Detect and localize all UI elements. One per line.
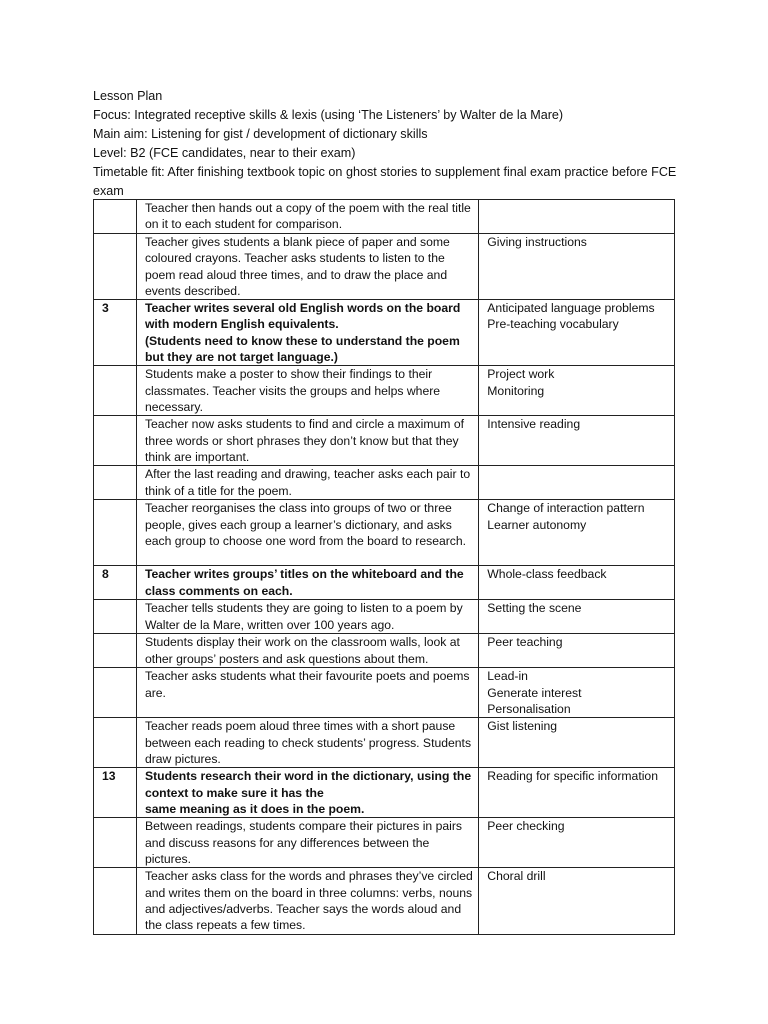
stage-note: Intensive reading <box>479 416 675 466</box>
table-row <box>94 200 675 234</box>
focus-line: Focus: Integrated receptive skills & lexis (using ‘The Listeners’ by Walter de la Mare) <box>93 108 564 122</box>
stage-note <box>479 466 675 500</box>
step-description: Students research their word in the dictionary, using the context to make sure it has the same meaning as it does in the poem. <box>136 768 478 818</box>
level-line: Level: B2 (FCE candidates, near to their exam) <box>93 146 356 160</box>
table-row <box>94 868 675 934</box>
stage-note: Anticipated language problems Pre-teaching vocabulary <box>479 300 675 366</box>
stage-note: Setting the scene <box>479 600 675 634</box>
step-description: Between readings, students compare their pictures in pairs and discuss reasons for any differences between the pictures. <box>136 818 478 868</box>
step-description: After the last reading and drawing, teacher asks each pair to think of a title for the poem. <box>136 466 478 500</box>
lesson-steps-table <box>93 199 675 935</box>
stage-note: Peer teaching <box>479 634 675 668</box>
table-row <box>94 300 675 366</box>
step-description: Teacher then hands out a copy of the poem with the real title on it to each student for comparison. <box>136 200 478 234</box>
step-number: 3 <box>94 300 137 366</box>
lesson-plan-header <box>93 87 693 201</box>
timetable-fit-line: Timetable fit: After finishing textbook topic on ghost stories to supplement final exam practice before FCE exam <box>93 165 677 198</box>
step-description: Teacher writes groups’ titles on the whiteboard and the class comments on each. <box>136 566 478 600</box>
main-aim-line: Main aim: Listening for gist / development of dictionary skills <box>93 127 428 141</box>
step-description: Teacher tells students they are going to listen to a poem by Walter de la Mare, written over 100 years ago. <box>136 600 478 634</box>
stage-note: Whole-class feedback <box>479 566 675 600</box>
step-description: Teacher writes several old English words on the board with modern English equivalents. (Students need to know these to understand the poem but they are not target language.) <box>136 300 478 366</box>
stage-note: Choral drill <box>479 868 675 934</box>
table-row <box>94 718 675 768</box>
step-number: 8 <box>94 566 137 600</box>
step-number <box>94 466 137 500</box>
step-description: Teacher gives students a blank piece of paper and some coloured crayons. Teacher asks students to listen to the poem read aloud three times, and to draw the place and events described. <box>136 234 478 300</box>
stage-note <box>479 200 675 234</box>
step-description: Teacher asks class for the words and phrases they’ve circled and writes them on the board in three columns: verbs, nouns and adjectives/adverbs. Teacher says the words aloud and the class repeats a few times. <box>136 868 478 934</box>
step-number <box>94 366 137 416</box>
table-row <box>94 566 675 600</box>
step-description: Teacher reorganises the class into groups of two or three people, gives each group a learner’s dictionary, and asks each group to choose one word from the board to research. <box>136 500 478 566</box>
step-number <box>94 600 137 634</box>
stage-note: Lead-in Generate interest Personalisation <box>479 668 675 718</box>
table-row <box>94 600 675 634</box>
stage-note: Project work Monitoring <box>479 366 675 416</box>
step-number <box>94 868 137 934</box>
step-number <box>94 634 137 668</box>
step-description: Teacher reads poem aloud three times with a short pause between each reading to check students’ progress. Students draw pictures. <box>136 718 478 768</box>
stage-note: Peer checking <box>479 818 675 868</box>
table-row <box>94 668 675 718</box>
table-row <box>94 768 675 818</box>
step-number: 13 <box>94 768 137 818</box>
step-number <box>94 818 137 868</box>
step-number <box>94 234 137 300</box>
step-number <box>94 500 137 566</box>
table-row <box>94 634 675 668</box>
step-description: Students display their work on the classroom walls, look at other groups’ posters and ask questions about them. <box>136 634 478 668</box>
table-row <box>94 416 675 466</box>
step-number <box>94 718 137 768</box>
step-number <box>94 416 137 466</box>
table-row <box>94 366 675 416</box>
stage-note: Giving instructions <box>479 234 675 300</box>
table-row <box>94 466 675 500</box>
stage-note: Change of interaction pattern Learner autonomy <box>479 500 675 566</box>
stage-note: Reading for specific information <box>479 768 675 818</box>
lesson-steps-body <box>94 200 675 935</box>
table-row <box>94 818 675 868</box>
step-description: Teacher asks students what their favourite poets and poems are. <box>136 668 478 718</box>
stage-note: Gist listening <box>479 718 675 768</box>
table-row <box>94 500 675 566</box>
table-row <box>94 234 675 300</box>
step-number <box>94 668 137 718</box>
document-title: Lesson Plan <box>93 89 163 103</box>
step-number <box>94 200 137 234</box>
step-description: Teacher now asks students to find and circle a maximum of three words or short phrases they don’t know but that they think are important. <box>136 416 478 466</box>
step-description: Students make a poster to show their findings to their classmates. Teacher visits the groups and helps where necessary. <box>136 366 478 416</box>
